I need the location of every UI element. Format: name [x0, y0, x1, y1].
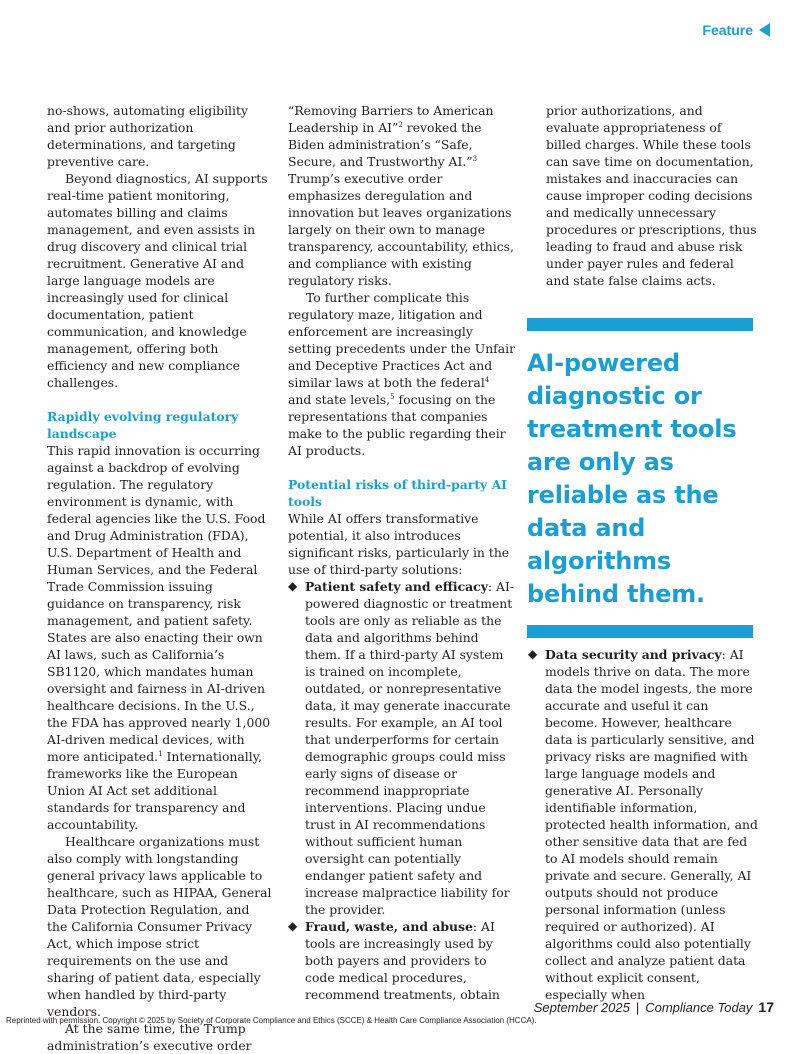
section-tag — [702, 22, 770, 38]
diamond-bullet-icon: ◆ — [288, 919, 298, 933]
footnote-ref: 5 — [390, 392, 395, 401]
paragraph: While AI offers transformative potential, it also introduces significant risks, particularly in the use of third-party solutions: — [288, 511, 510, 577]
bullet-item: ◆ Data security and privacy: AI models thrive on data. The more data the model ingests, the more accurate and useful it can become. However, healthcare data is particularly sensitive, and privacy risks are magnified with large language models and generative AI. Personally identifiable information, protected health information, and other sensitive data that are fed to AI models should remain private and secure. Generally, AI outputs should not produce personal information (unless required or authorized). AI algorithms could also potentially collect and analyze patient data without explicit consent, especially when — [528, 647, 758, 1002]
paragraph: At the same time, the Trump administration’s executive order — [47, 1021, 252, 1053]
paragraph: prior authorizations, and evaluate appropriateness of billed charges. While these tools can save time on documentation, mistakes and inaccuracies can cause improper coding decisions and medically unnecessary procedures or prescriptions, thus leading to fraud and abuse risk under payer rules and federal and state false claims acts. — [546, 103, 757, 288]
footnote-ref: 1 — [158, 749, 163, 758]
section-heading: Potential risks of third-party AI tools — [288, 477, 507, 509]
pull-quote-top-bar — [527, 318, 753, 331]
page-number: 17 — [758, 999, 774, 1015]
paragraph: Healthcare organizations must also comply with longstanding general privacy laws applicable to healthcare, such as HIPAA, General Data Protection Regulation, and the California Consumer Privacy Act, which impose strict requirements on the use and sharing of patient data, especially when handled by third-party vendors. — [47, 834, 272, 1019]
pull-quote-bottom-bar — [527, 625, 753, 638]
paragraph: To further complicate this regulatory maze, litigation and enforcement are increasingly setting precedents under the Unfair and Deceptive Practices Act and similar laws at both the federal$^4$ and state levels,$^5$ focusing on the representations that companies make to the public regarding their AI products. — [288, 290, 516, 458]
bullet-item: ◆ Fraud, waste, and abuse: AI tools are increasingly used by both payers and providers to code medical procedures, recommend treatments, obtain — [288, 919, 500, 1002]
diamond-bullet-icon: ◆ — [528, 647, 538, 661]
pull-quote-text: AI-powered diagnostic or treatment tools are only as reliable as the data and algorithms behind them. — [527, 349, 737, 608]
column-3-lower — [528, 646, 758, 1003]
reprint-notice: Reprinted with permission. Copyright © 2025 by Society of Corporate Compliance and Ethics (SCCE) & Health Care Compliance Association (HCCA). — [6, 1016, 537, 1025]
column-3 — [546, 102, 758, 289]
section-heading: Rapidly evolving regulatory landscape — [47, 409, 239, 441]
column-1 — [47, 102, 273, 1054]
section-label: Feature — [702, 22, 753, 38]
column-2 — [288, 102, 516, 1003]
issue-date: September 2025 — [533, 1000, 630, 1015]
paragraph: Beyond diagnostics, AI supports real-time patient monitoring, automates billing and claims management, and even assists in drug discovery and clinical trial recruitment. Generative AI and large language models are increasingly used for clinical documentation, patient communication, and knowledge management, offering both efficiency and new compliance challenges. — [47, 171, 268, 390]
page-footer — [534, 999, 774, 1015]
diamond-bullet-icon: ◆ — [288, 579, 298, 593]
footnote-ref: 4 — [484, 375, 490, 384]
paragraph: “Removing Barriers to American Leadership in AI”$^2$ revoked the Biden administration’s “Safe, Secure, and Trustworthy AI.”$^3$ Trump’s executive order emphasizes deregulation and innovation but leaves organizations largely on their own to manage transparency, accountability, ethics, and compliance with existing regulatory risks. — [288, 103, 514, 288]
publication-name: Compliance Today — [645, 1000, 753, 1015]
paragraph: This rapid innovation is occurring against a backdrop of evolving regulation. The regulatory environment is dynamic, with federal agencies like the U.S. Food and Drug Administration (FDA), U.S. Department of Health and Human Services, and the Federal Trade Commission issuing guidance on transparency, risk management, and patient safety. States are also enacting their own AI laws, such as California’s SB1120, which mandates human oversight and fairness in AI-driven healthcare decisions. In the U.S., the FDA has approved nearly 1,000 AI-driven medical devices, with more anticipated.$^1$ Internationally, frameworks like the European Union AI Act set additional standards for transparency and accountability. — [47, 443, 271, 832]
pull-quote — [527, 318, 753, 638]
footnote-ref: 2 — [398, 120, 403, 129]
paragraph: no-shows, automating eligibility and prior authorization determinations, and targeting preventive care. — [47, 103, 248, 169]
triangle-left-icon — [759, 23, 770, 37]
bullet-item: ◆ Patient safety and efficacy: AI-powered diagnostic or treatment tools are only as reliable as the data and algorithms behind them. If a third-party AI system is trained on incomplete, outdated, or nonrepresentative data, it may generate inaccurate results. For example, an AI tool that underperforms for certain demographic groups could miss early signs of disease or recommend inappropriate interventions. Placing undue trust in AI recommendations without sufficient human oversight can potentially endanger patient safety and increase malpractice liability for the provider. — [288, 579, 515, 917]
footer-separator: | — [635, 1000, 640, 1015]
footnote-ref: 3 — [472, 154, 478, 163]
